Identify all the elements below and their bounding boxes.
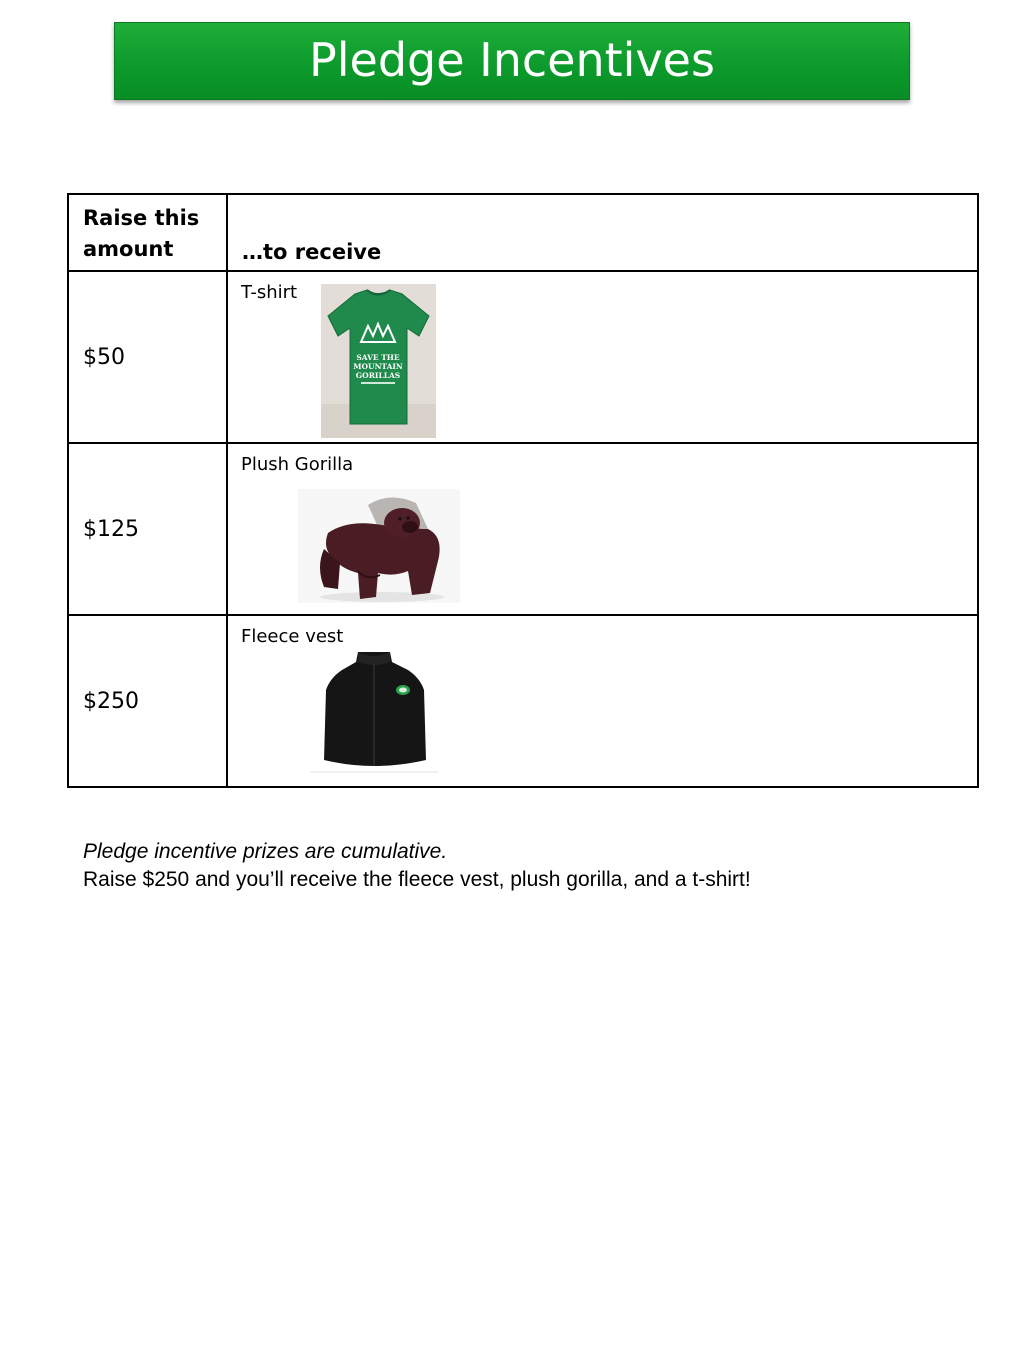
item-cell — [227, 443, 978, 615]
footnote-line2: Raise $250 and you’ll receive the fleece vest, plush gorilla, and a t-shirt! — [83, 868, 751, 891]
incentives-table — [67, 193, 979, 788]
item-cell — [227, 615, 978, 787]
title-banner — [114, 22, 910, 100]
item-label: T-shirt — [241, 282, 298, 303]
item-cell — [227, 271, 978, 443]
amount-cell: $250 — [68, 615, 227, 787]
footnote — [83, 838, 751, 894]
header-amount-line2: amount — [83, 237, 174, 261]
table-row — [68, 271, 978, 443]
item-label: Plush Gorilla — [241, 454, 354, 475]
fleece-vest-image — [310, 648, 438, 774]
header-amount-line1: Raise this — [83, 206, 200, 230]
plush-gorilla-image — [298, 489, 460, 603]
page-title: Pledge Incentives — [309, 33, 715, 87]
table-header-row — [68, 194, 978, 271]
table-row — [68, 443, 978, 615]
header-amount — [68, 194, 227, 271]
item-label: Fleece vest — [241, 626, 344, 647]
tshirt-print-line1: SAVE THE — [356, 353, 400, 362]
tshirt-print-line2: MOUNTAIN — [353, 362, 403, 371]
amount-cell: $125 — [68, 443, 227, 615]
header-receive: …to receive — [227, 194, 978, 271]
t-shirt-image — [321, 284, 436, 438]
footnote-line1: Pledge incentive prizes are cumulative. — [83, 840, 448, 863]
amount-cell: $50 — [68, 271, 227, 443]
tshirt-print-line3: GORILLAS — [355, 371, 401, 380]
table-row — [68, 615, 978, 787]
